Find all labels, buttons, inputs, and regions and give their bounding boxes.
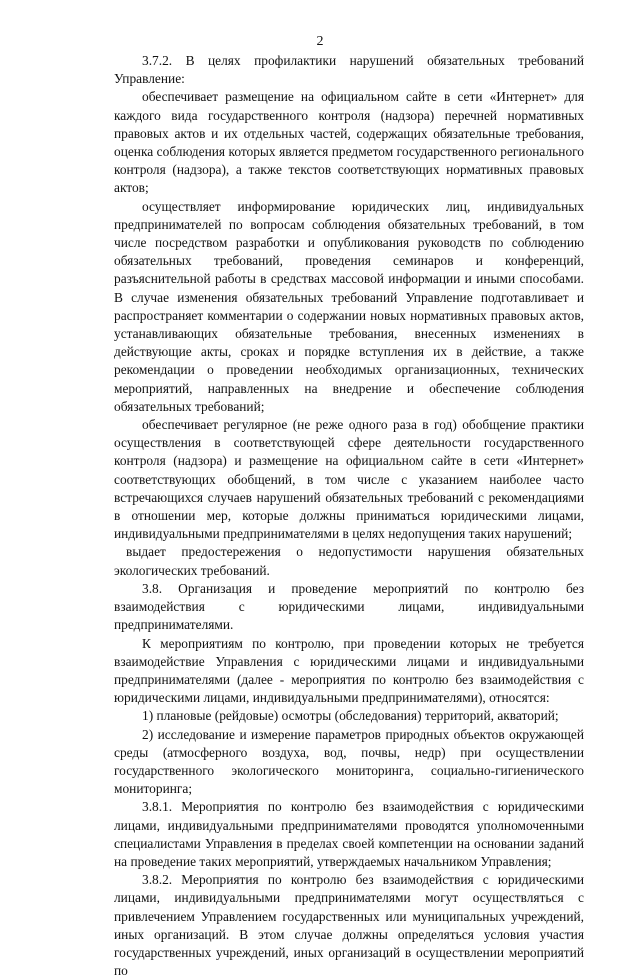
paragraph-p-generalization: обеспечивает регулярное (не реже одного раза в год) обобщение практики осуществления в соответствующей сфере деятельности государственного контроля (надзора) и размещение на официальном сайте в сети «Интернет» соответствующих обобщений, в том числе с указанием наиболее часто встречающихся случаев нарушений обязательных требований с рекомендациями в отношении мер, которые должны приниматься юридическими лицами, индивидуальными предпринимателями в целях недопущения таких нарушений;	[114, 417, 584, 542]
paragraph-p-item2: 2) исследование и измерение параметров природных объектов окружающей среды (атмосферного воздуха, вод, почвы, недр) при осуществлении государственного экологического мониторинга, социально-гигиенического мониторинга;	[114, 726, 584, 797]
paragraph-p-informing: осуществляет информирование юридических лиц, индивидуальных предпринимателей по вопросам соблюдения обязательных требований, в том числе посредством разработки и опубликования руководств по соблюдению обязательных требований, проведения семинаров и конференций, разъяснительной работы в средствах массовой информации и иными способами. В случае изменения обязательных требований Управление подготавливает и распространяет комментарии о содержании новых нормативных правовых актов, устанавливающих обязательные требования, внесенных изменениях в действующие акты, сроках и порядке вступления их в действие, а также рекомендации о проведении необходимых организационных, технических мероприятий, направленных на внедрение и обеспечение соблюдения обязательных требований;	[114, 198, 584, 414]
paragraph-p-measures: К мероприятиям по контролю, при проведении которых не требуется взаимодействие Управления с юридическими лицами и индивидуальными предпринимателями (далее - мероприятия по контролю без взаимодействия с юридическими лицами, индивидуальными предпринимателями), относятся:	[114, 635, 584, 706]
page-number: 2	[316, 34, 324, 49]
paragraph-p372: 3.7.2. В целях профилактики нарушений обязательных требований Управление:	[114, 53, 584, 87]
paragraph-p-warnings: выдает предостережения о недопустимости нарушения обязательных экологических требований.	[114, 544, 584, 578]
paragraph-p-item1: 1) плановые (рейдовые) осмотры (обследования) территорий, акваторий;	[142, 708, 559, 724]
document-body	[114, 52, 584, 980]
paragraph-p381: 3.8.1. Мероприятия по контролю без взаимодействия с юридическими лицами, индивидуальными предпринимателями проводятся уполномоченными специалистами Управления в пределах своей компетенции на основании заданий на проведение таких мероприятий, утверждаемых начальником Управления;	[114, 799, 584, 869]
paragraph-p38: 3.8. Организация и проведение мероприятий по контролю без взаимодействия с юридическими лицами, индивидуальными предпринимателями.	[114, 580, 584, 633]
paragraph-p-placement: обеспечивает размещение на официальном сайте в сети «Интернет» для каждого вида государственного контроля (надзора) перечней нормативных правовых актов и их отдельных частей, содержащих обязательные требования, оценка соблюдения которых является предметом государственного регионального контроля (надзора), а также текстов соответствующих нормативных правовых актов;	[114, 89, 584, 196]
paragraph-p382: 3.8.2. Мероприятия по контролю без взаимодействия с юридическими лицами, индивидуальными предпринимателями могут осуществляться с привлечением Управлением государственных или муниципальных учреждений, иных организаций. В этом случае должны определяться условия участия государственных учреждений, иных организаций в осуществлении мероприятий по	[114, 872, 584, 979]
